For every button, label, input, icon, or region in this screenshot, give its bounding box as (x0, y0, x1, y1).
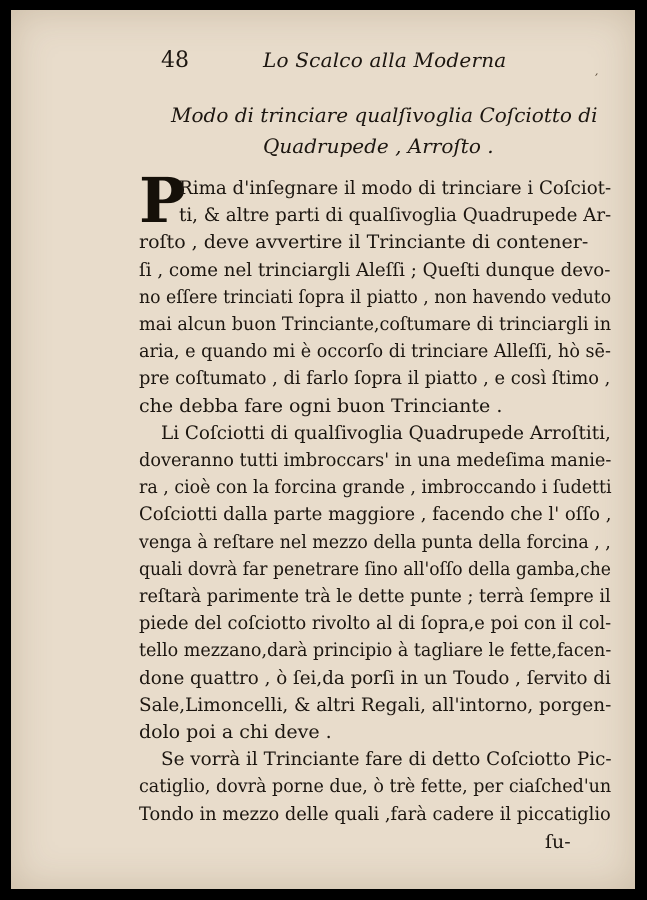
text-line: che debba fare ogni buon Trinciante . (139, 394, 503, 417)
book-page (11, 10, 635, 889)
text-line: quali dovrà far penetrare ſino all'oſſo della gamba,che (139, 557, 611, 580)
margin-mark: ′ (595, 72, 599, 88)
text-line: Tondo in mezzo delle quali ,farà cadere il piccatiglio (139, 802, 611, 825)
text-line: pre coſtumato , di farlo ſopra il piatto , e così ſtimo , (139, 367, 611, 390)
text-line: Sale,Limoncelli, & altri Regali, all'intorno, porgen- (139, 693, 612, 716)
drop-cap: P (139, 164, 186, 237)
text-line: ra , cioè con la forcina grande , imbroccando i ſudetti (139, 476, 612, 499)
section-title-line-2: Quadrupede , Arroſto . (263, 134, 494, 158)
text-line: reſtarà parimente trà le dette punte ; terrà ſempre il (139, 585, 611, 607)
text-line: dolo poi a chi deve . (139, 721, 332, 743)
text-line: ſi , come nel trinciargli Aleſſi ; Queſti dunque devo- (139, 258, 611, 281)
text-line: done quattro , ò ſei,da porſi in un Toudo , ſervito di (139, 666, 611, 689)
text-line: tello mezzano,darà principio à tagliare le fette,facen- (139, 639, 612, 662)
text-line: doveranno tutti imbroccars' in una medeſima manie- (139, 449, 612, 471)
text-line: Coſciotti dalla parte maggiore , facendo che l' oſſo , (139, 503, 612, 526)
text-line: mai alcun buon Trinciante,coſtumare di trinciargli in (139, 313, 612, 335)
catchword: ſu- (545, 830, 571, 853)
section-title-line-1: Modo di trinciare qualſivoglia Coſciotto di (171, 103, 598, 127)
text-line: Rima d'inſegnare il modo di trinciare i Coſciot- (179, 177, 612, 199)
text-line: venga à reſtare nel mezzo della punta della forcina , , (139, 530, 611, 553)
text-line: catiglio, dovrà porne due, ò trè fette, per ciaſched'un (139, 775, 612, 798)
text-line: ti, & altre parti di qualſivoglia Quadrupede Ar- (179, 204, 612, 227)
text-line: roſto , deve avvertire il Trinciante di contener- (139, 231, 589, 254)
text-line: piede del coſciotto rivolto al di ſopra,e poi con il col- (139, 612, 612, 635)
text-line: Se vorrà il Trinciante fare di detto Coſciotto Pic- (161, 748, 612, 771)
page-number: 48 (161, 48, 189, 73)
text-line: no eſſere trinciati ſopra il piatto , non havendo veduto (139, 285, 612, 308)
text-line: aria, e quando mi è occorſo di trinciare Alleſſi, hò sē- (139, 340, 611, 363)
running-title: Lo Scalco alla Moderna (263, 48, 507, 72)
body-text (11, 10, 635, 889)
text-line: Li Coſciotti di qualſivoglia Quadrupede Arroſtiti, (161, 421, 611, 444)
